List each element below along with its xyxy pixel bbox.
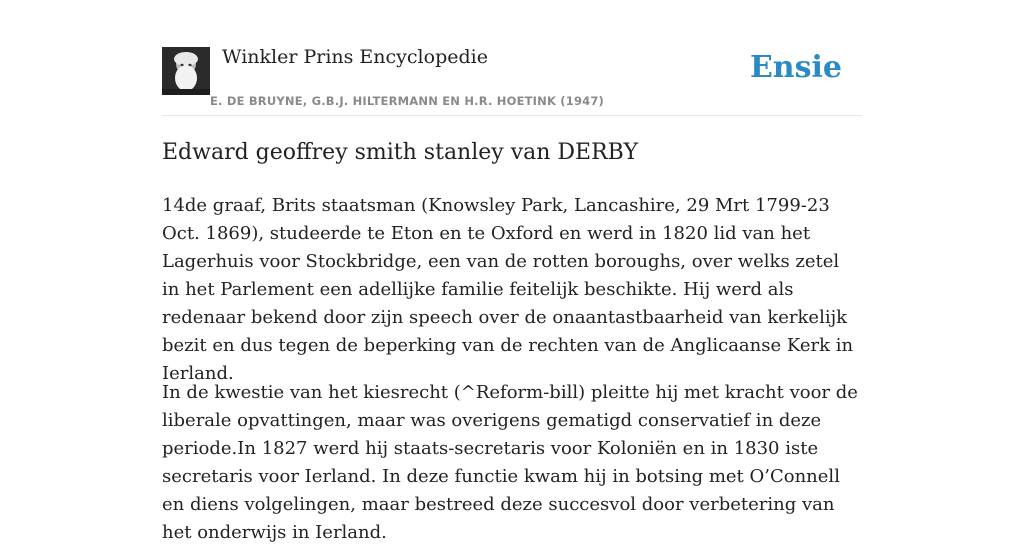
content-container bbox=[162, 0, 862, 543]
ensie-logo[interactable]: Ensie bbox=[749, 50, 842, 85]
site-authors: E. DE BRUYNE, G.B.J. HILTERMANN EN H.R. HOETINK (1947) bbox=[210, 94, 605, 108]
site-title[interactable]: Winkler Prins Encyclopedie bbox=[222, 46, 488, 68]
article-paragraph: 14de graaf, Brits staatsman (Knowsley Park, Lancashire, 29 Mrt 1799-23 Oct. 1869), studeerde te Eton en te Oxford en werd in 1820 lid van het Lagerhuis voor Stockbridge, een van de rotten boroughs, over welks zetel in het Parlement een adellijke familie feitelijk beschikte. Hij werd als redenaar bekend door zijn speech over de onaantastbaarheid van kerkelijk bezit en dus tegen de beperking van de rechten van de Anglicaanse Kerk in Ierland. bbox=[162, 195, 854, 384]
article-title: Edward geoffrey smith stanley van DERBY bbox=[162, 140, 638, 165]
article-paragraph: In de kwestie van het kiesrecht (^Reform-bill) pleitte hij met kracht voor de liberale opvattingen, maar was overigens gematigd conservatief in deze periode.In 1827 werd hij staats-secretaris voor Koloniën en in 1830 iste secretaris voor Ierland. In deze functie kwam hij in botsing met O’Connell en diens volgelingen, maar bestreed deze succesvol door verbetering van het onderwijs in Ierland. bbox=[162, 382, 858, 543]
bearded-man-portrait-icon bbox=[162, 47, 210, 95]
author-avatar bbox=[162, 47, 210, 95]
site-header bbox=[162, 0, 862, 116]
